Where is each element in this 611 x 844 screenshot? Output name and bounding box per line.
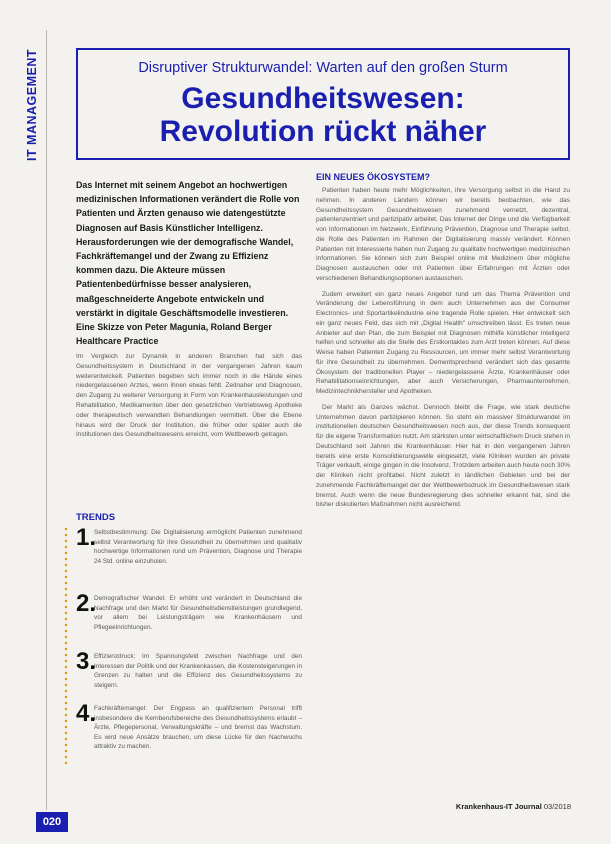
page-number: 020 [36, 812, 68, 832]
headline [78, 82, 568, 148]
trend-item-2 [76, 590, 302, 632]
right-paragraph-2: Zudem erweitert ein ganz neues Angebot rund um das Thema Prävention und Veränderung der Lebensführung in dem auch Unternehmen aus der Consumer Electronics- und Sportartikelindustrie eine tragende Rolle spielen. Hier entwickelt sich ein ganz neues Feld, das sich mit „Digital Health" umschreiben lässt. Es treten neue Anbieter auf den Plan, die zum Beispiel mit Diagnosen mithilfe künstlicher Intelligenz helfen und schneller als die Stelle des Erstkontaktes zum Arzt treten können. Auf diese Weise haben Patienten Zugang zu Ressourcen, um immer mehr selbst Verantwortung für ihre Gesundheit zu übernehmen. Dementsprechend verändert sich das gesamte Ökosystem der traditionellen Player – niedergelassene Ärzte, Krankenhäuser oder Rehabilitationseinrichtungen, aber auch Versicherungen, Pharmaunternehmen, Medizintechnikhersteller und Apotheken. [316, 290, 570, 395]
trend-text: Fachkräftemangel: Der Engpass an qualifiziertem Personal trifft insbesondere die Kernberufsbereiche des Gesundheitssystems erlaubt – Ärzte, Pflegepersonal, Verwaltungskräfte – und bremst das Wachstum. Es wird neue Ansätze brauchen, um diese Lücke für den Nachwuchs attraktiv zu machen. [94, 705, 302, 750]
trend-text: Selbstbestimmung: Die Digitalisierung ermöglicht Patienten zunehmend selbst Verantwortung für ihre Gesundheit zu übernehmen und qualitativ hochwertige Informationen rund um Prävention, Diagnose und Therapie 24 Std. online einzuholen. [94, 529, 302, 565]
trend-number: 2. [76, 590, 97, 617]
trend-item-4 [76, 700, 302, 752]
footer-journal: Krankenhaus-IT Journal [455, 802, 542, 811]
headline-box [76, 48, 570, 160]
right-column [316, 172, 570, 516]
trend-number: 3. [76, 648, 97, 675]
right-paragraph-3: Der Markt als Ganzes wächst. Dennoch bleibt die Frage, wie stark deutsche Unternehmen davon partizipieren können. So steht ein massiver Strukturwandel im institutionellen deutschen Gesundheitswesen noch aus, der diese Trends konsequent für die eigene Transformation nutzt. Am stärksten unter wirtschaftlichem Druck stehen in Deutschland seit Jahren die Krankenhäuser. Hier hat in den vergangenen Jahren bereits eine erste Konsolidierungswelle eingesetzt, viele Kliniken wurden an private Träger verkauft, einige gingen in die Insolvenz. Trotzdem arbeiten auch heute noch 30% der Kliniken nicht profitabel. Nicht zuletzt in ländlichen Gebieten und bei der zunehmende Fachkräftemangel der der Wettbewerbsdruck im Gesundheitswesen stark bremst. Auch wenn die neue Bundesregierung dies schneller erkannt hat, sind die bisher diskutierten Maßnahmen nicht ausreichend. [316, 403, 570, 509]
kicker: Disruptiver Strukturwandel: Warten auf den großen Sturm [138, 60, 508, 76]
trend-number: 4. [76, 700, 97, 727]
lead-paragraph: Das Internet mit seinem Angebot an hochwertigen medizinischen Informationen verändert die Rolle von Patienten und Ärzten genauso wie datengestützte Diagnosen auf Basis Künstlicher Intelligenz. Herausforderungen wie der demografische Wandel, Fachkräftemangel und der Zwang zu Effizienz kommen dazu. Die Akteure müssen Patientenbedürfnisse besser analysieren, maßgeschneiderte Angebote entwickeln und verstärkt in digitale Geschäftsmodelle investieren. Eine Skizze von Peter Magunia, Roland Berger Healthcare Practice [76, 180, 300, 347]
trend-number: 1. [76, 524, 97, 551]
footer-issue: 03/2018 [543, 802, 571, 811]
left-rule [46, 30, 47, 810]
trends-title: TRENDS [76, 512, 116, 523]
right-section-title: EIN NEUES ÖKOSYSTEM? [316, 172, 431, 182]
trends-dotted-rule [64, 526, 68, 764]
trend-item-1 [76, 524, 302, 566]
trend-text: Effizienzdruck: Im Spannungsfeld zwischen Nachfrage und den Interessen der Politik und der Krankenkassen, die Kostensteigerungen in Grenzen zu halten und die Effizienz des Gesundheitssystems zu steigern. [94, 653, 302, 689]
section-label-text: IT MANAGEMENT [25, 48, 39, 162]
trend-item-3 [76, 648, 302, 690]
body-left-paragraph: Im Vergleich zur Dynamik in anderen Branchen hat sich das Gesundheitssystem in Deutschland in der vergangenen Jahren kaum weiterentwickelt. Patienten begeben sich immer noch in die Hände eines niedergelassenen Arztes, wenn ihnen etwas fehlt. Zeitnaher und Diagnosen, den Zugang zu weiterer Versorgung in Form von Krankenhausleistungen und Rehabilitation, Medikamenten über den gesetzlichen Vertriebsweg Apotheke oder therapeutisch verwandten Behandlungen vermittelt. Über die Ebene hinaus wird der Druck der Institution, die früher oder später auch die Institutionen des Gesundheitswesens erreicht, vom Wettbewerb getragen. [76, 353, 302, 439]
headline-line-1: Gesundheitswesen: [181, 82, 465, 115]
footer [456, 802, 571, 811]
right-paragraph-1: Patienten haben heute mehr Möglichkeiten, ihre Versorgung selbst in die Hand zu nehmen. In anderen Ländern können wir bereits beobachten, wie das Gesundheitssystem Gesundheitswesen zunehmend vernetzt, dezentral, patientenzentriert und partizipativ arbeitet. Das Internet der Dinge und die Verfügbarkeit von Informationen im Netzwerk, Einführung Prävention, Diagnose und Therapie selbst, die Rolle des Patienten im Rahmen der Digitalisierung massiv verändert. Können Patienten mit Interessierte haben nun Zugang zu qualitativ hochwertigen medizinischen Informationen. Sie können sich zum Beispiel online mit Medizinern über mögliche Diagnosen austauschen oder mit Patienten über Erfahrungen mit Ärzten oder verschiedenen Behandlungsoptionen austauschen. [316, 187, 570, 282]
trend-text: Demografischer Wandel: Er erhöht und verändert in Deutschland die Nachfrage und den Markt für Gesundheitsdienstleistungen grundlegend, vor allem bei Leistungsträgern wie Krankenhäusern und Pflegeeinrichtungen. [94, 595, 302, 631]
section-label [22, 30, 42, 180]
headline-line-2: Revolution rückt näher [159, 115, 487, 148]
